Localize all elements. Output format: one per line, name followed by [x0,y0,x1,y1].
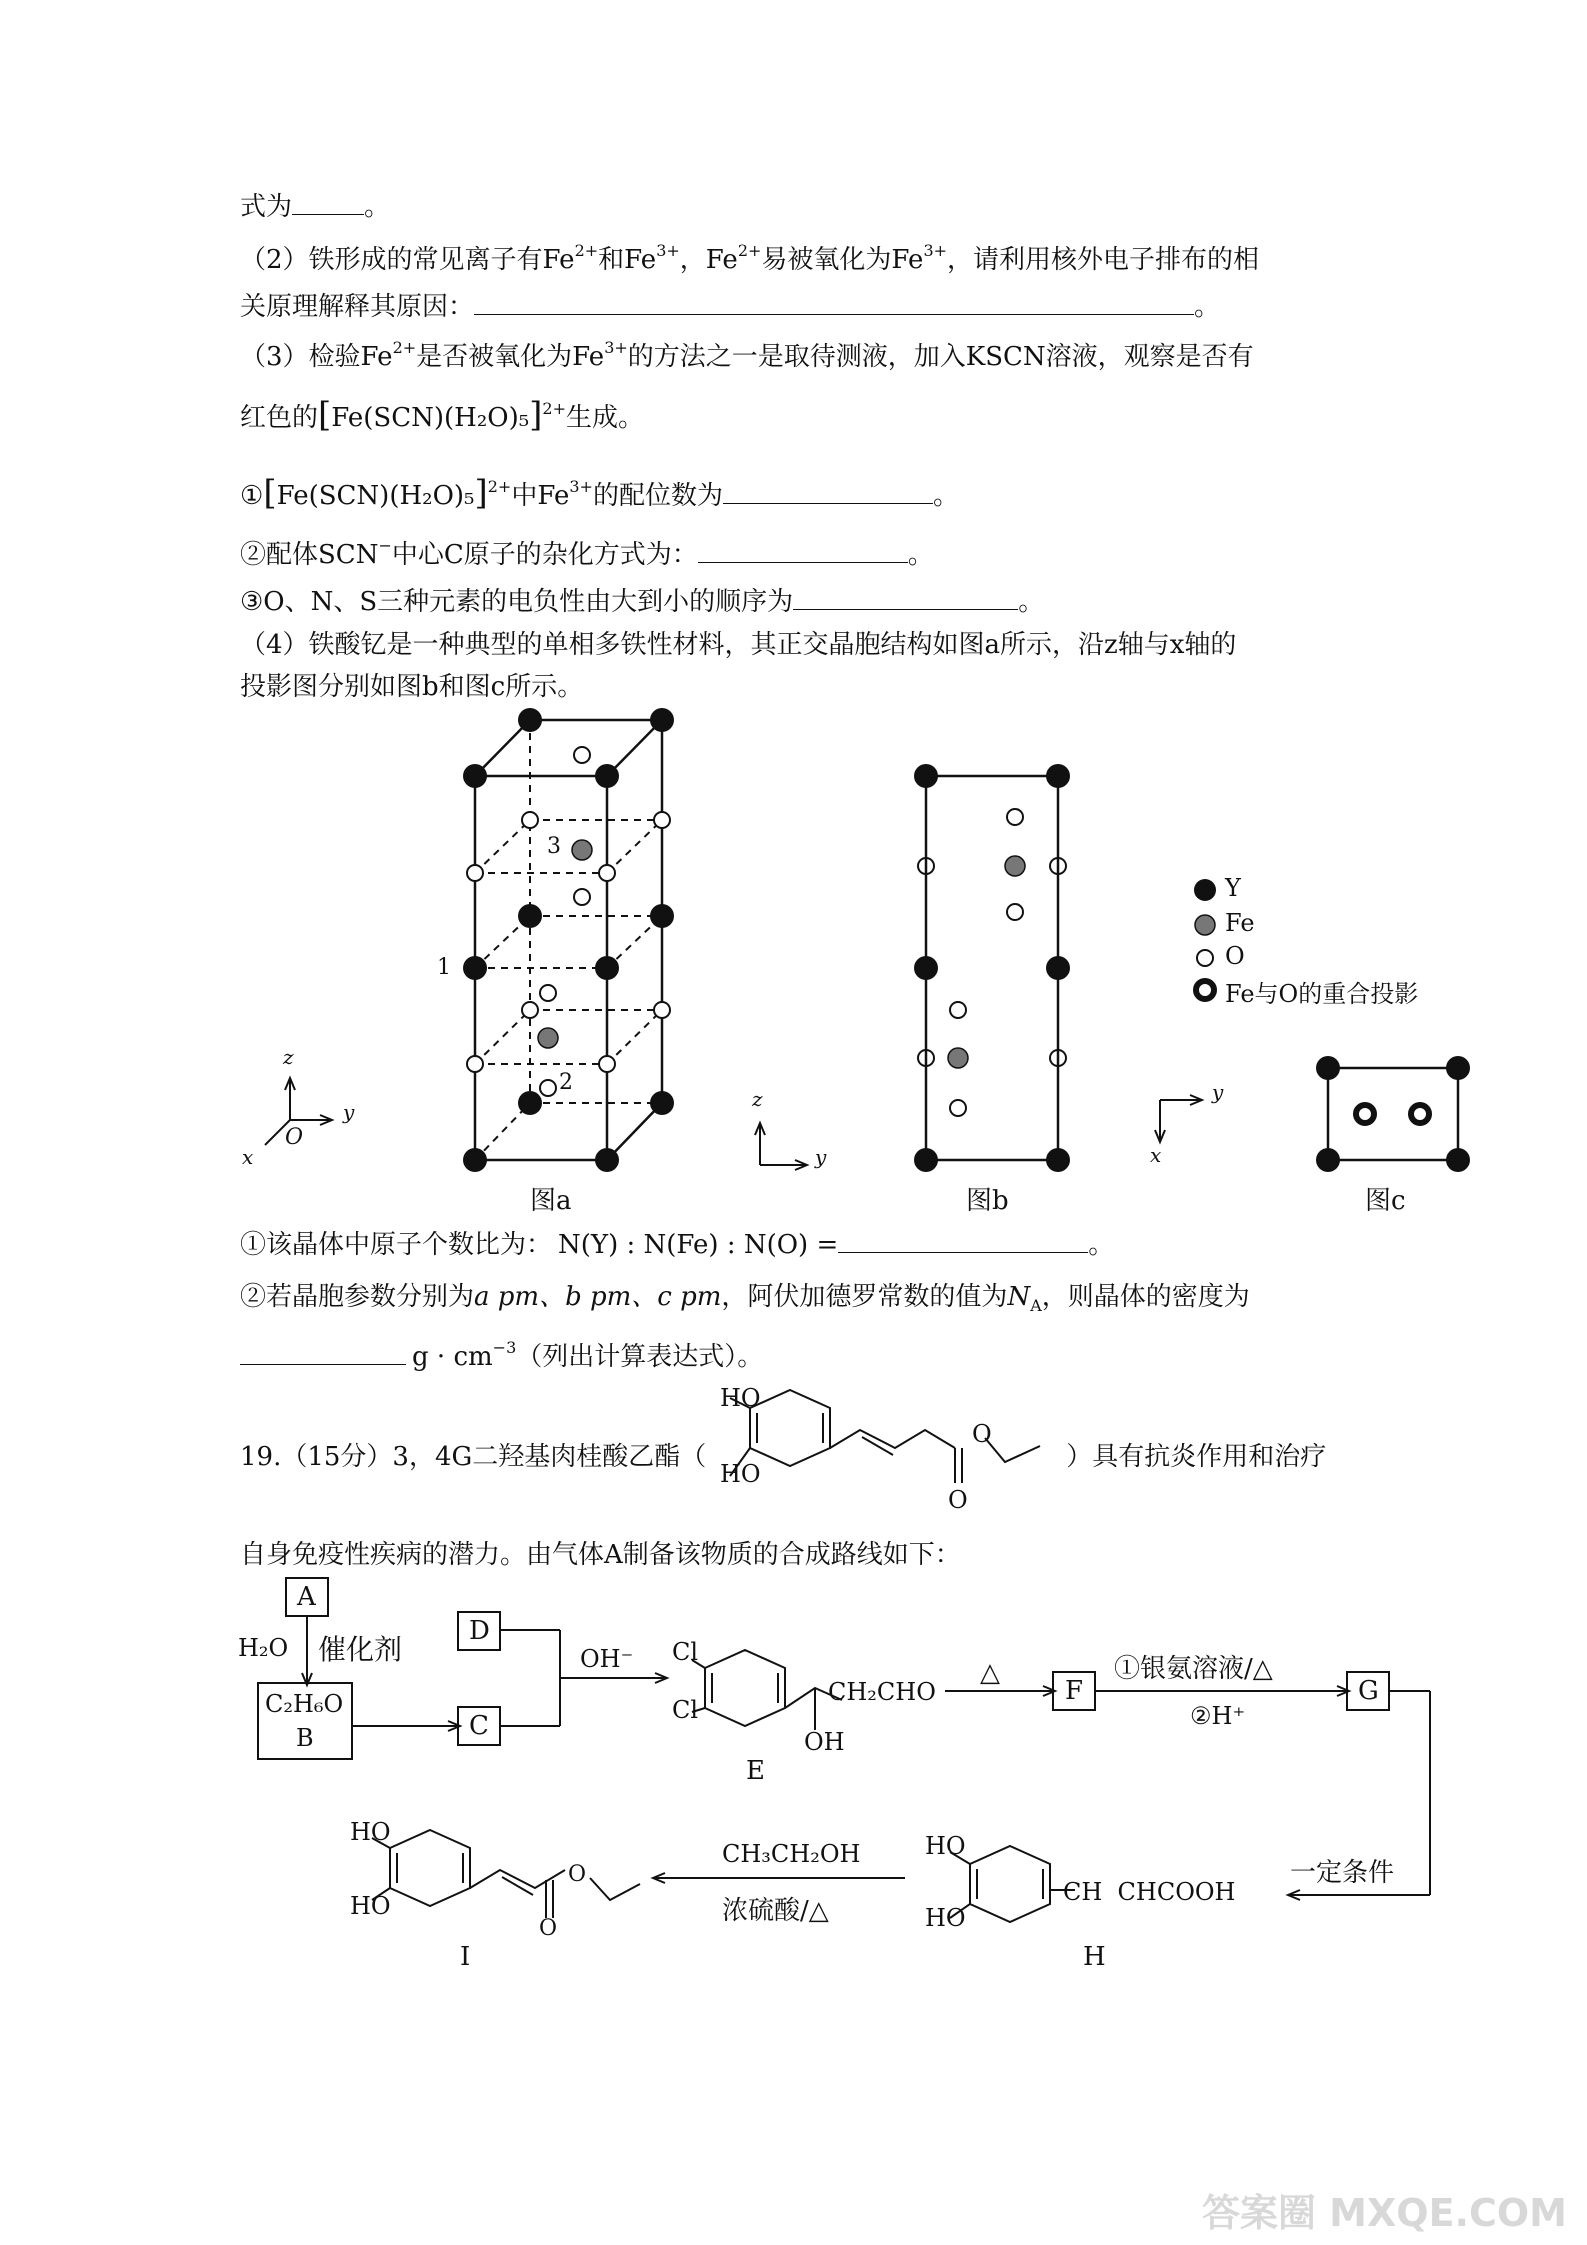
acid-label: 浓硫酸/△ [722,1896,829,1926]
o-atom [918,1050,934,1066]
fe-atom [948,1048,968,1068]
o-atom [467,1056,483,1072]
answer-blank[interactable] [240,1340,406,1365]
caption-b: 图b [966,1186,1009,1216]
o-atom [522,1002,538,1018]
legend-y [1194,879,1216,901]
o-atom [599,1056,615,1072]
fe-atom [572,840,592,860]
step-fg-2: ②H⁺ [1190,1702,1246,1730]
answer-blank[interactable] [698,538,908,563]
o-atom [574,889,590,905]
answer-blank[interactable] [292,190,364,215]
e-cl-2: Cl [672,1696,699,1724]
answer-blank[interactable] [838,1228,1088,1253]
line-0: 式为 。 [240,192,391,222]
legend-fe [1195,915,1215,935]
h-ho-2: HO [925,1904,966,1932]
y-atom [1046,764,1070,788]
answer-blank[interactable] [474,290,1194,315]
y-atom [518,708,542,732]
fe-atom [1005,856,1025,876]
o-atom [654,812,670,828]
o-atom [1007,904,1023,920]
box-g-label: G [1358,1676,1379,1706]
q18-part2-line2: 关原理解释其原因： 。 [240,292,1221,322]
o-atom [950,1100,966,1116]
y-atom [1046,1148,1070,1172]
axis-origin-a: O [285,1125,304,1150]
axis-x-a: x [242,1145,254,1169]
o-atom [1050,1050,1066,1066]
i-benzene-ring [390,1830,470,1906]
y-atom [595,764,619,788]
legend-overlap [1196,981,1214,999]
answer-blank[interactable] [723,479,933,504]
y-atom [463,1148,487,1172]
o-atom [599,865,615,881]
e-chain: CH₂CHO [828,1678,936,1706]
e-cl-1: Cl [672,1638,699,1666]
box-c-label: C [469,1711,489,1741]
y-atom [914,764,938,788]
y-atom [518,1091,542,1115]
y-atom [1316,1148,1340,1172]
i-label: I [460,1942,471,1972]
y-atom [595,956,619,980]
q18-part2-line1: （2）铁形成的常见离子有$Fe^{2+}$和$Fe^{3+}$，$Fe^{2+}$易被氧化为$Fe^{3+}$，请利用核外电子排布的相 [240,241,1260,275]
catalyst-label: 催化剂 [318,1633,403,1666]
o-atom [1050,858,1066,874]
box-a-label: A [297,1582,316,1612]
answer-blank[interactable] [793,585,1018,610]
q18-r2-line2: $g \cdot cm^{-3}$（列出计算表达式）。 [240,1340,763,1374]
y-atom [1316,1056,1340,1080]
o-atom [918,858,934,874]
label-1: 1 [437,955,451,980]
i-ho-2: HO [350,1892,391,1920]
cell-b-frame [926,776,1058,1160]
o-atom [540,1080,556,1096]
y-atom [914,956,938,980]
q18-part3-line1: （3）检验$Fe^{2+}$是否被氧化为$Fe^{3+}$的方法之一是取待测液，加入KSCN溶液，观察是否有 [240,338,1254,372]
q18-part4-line2: 投影图分别如图b和图c所示。 [240,672,584,702]
overlap-atom [1356,1105,1374,1123]
q18-sub2: ②配体SCN−中心C原子的杂化方式为： 。 [240,536,934,570]
q18-r2: ②若晶胞参数分别为a pm、b pm、c pm，阿伏加德罗常数的值为$N_A$，则晶体的密度为 [240,1282,1250,1315]
y-atoms [463,708,1470,1172]
o-atom [574,747,590,763]
b-formula: C₂H₆O [265,1690,344,1718]
box-d-label: D [469,1616,490,1646]
o-atoms [467,747,1213,1116]
y-atom [595,1148,619,1172]
caption-a: 图a [530,1186,572,1216]
h-chain: CH CHCOOH [1063,1878,1236,1906]
ethanol-label: CH₃CH₂OH [722,1840,861,1868]
i-ho-1: HO [350,1818,391,1846]
y-atom [1446,1056,1470,1080]
fe-atoms [538,840,1215,1068]
legend-overlap-label: Fe与O的重合投影 [1225,980,1419,1008]
i-carbonyl-o: O [539,1916,558,1941]
intro-carbonyl-o: O [948,1486,968,1514]
legend-o [1197,950,1213,966]
axis-z-b: z [752,1087,763,1111]
axis-y-c: y [1212,1080,1224,1104]
axis-y-b: y [815,1145,827,1169]
axis-y-a: y [343,1100,355,1124]
e-oh: OH [804,1728,845,1756]
q18-r1: ①该晶体中原子个数比为： N(Y) : N(Fe) : N(O) = 。 [240,1230,1115,1260]
h-ho-1: HO [925,1832,966,1860]
q18-part3-line2: 红色的$[Fe(SCN)(H_2O)_5]^{2+}$生成。 [240,395,645,435]
y-atom [650,904,674,928]
y-atom [914,1148,938,1172]
h-benzene-ring [970,1846,1050,1922]
box-f-label: F [1065,1676,1084,1706]
y-atom [463,764,487,788]
legend-o-label: O [1225,942,1245,970]
overlap-atom [1411,1105,1429,1123]
y-atom [650,708,674,732]
label-2: 2 [559,1070,573,1095]
q18-sub1: $①[Fe(SCN)(H_2O)_5]^{2+}$中$Fe^{3+}$的配位数为 。 [240,473,959,513]
y-atom [650,1091,674,1115]
y-atom [463,956,487,980]
condition-label: 一定条件 [1290,1858,1395,1888]
o-atom [654,1002,670,1018]
i-ester-o: O [568,1862,587,1887]
o-atom [467,865,483,881]
h2o-label: H₂O [238,1634,289,1662]
o-atom [522,812,538,828]
caption-c: 图c [1365,1186,1406,1216]
o-atom [950,1002,966,1018]
q18-part4-line1: （4）铁酸钇是一种典型的单相多铁性材料，其正交晶胞结构如图a所示，沿z轴与x轴的 [240,630,1237,660]
legend-fe-label: Fe [1225,909,1255,937]
intro-ho-1: HO [720,1384,761,1412]
heat-label: △ [980,1658,1000,1688]
axis-x-c: x [1150,1143,1162,1167]
e-benzene-ring [705,1650,785,1726]
step-fg-1: ①银氨溶液/△ [1114,1654,1273,1684]
axis-z-a: z [283,1045,294,1069]
h-label: H [1083,1942,1106,1972]
y-atom [518,904,542,928]
intro-ho-2: HO [720,1460,761,1488]
box-b-label: B [296,1724,314,1752]
y-atom [1046,956,1070,980]
fe-atom [538,1028,558,1048]
oh-label: OH⁻ [580,1645,634,1673]
e-label: E [746,1756,765,1786]
axes [265,1078,1202,1170]
o-atom [1007,809,1023,825]
y-atom [1446,1148,1470,1172]
label-3: 3 [547,834,561,859]
cell-c-frame [1328,1068,1458,1160]
watermark: 答案圈 MXQE.COM [1201,2191,1567,2235]
q19-intro-2: 自身免疫性疾病的潜力。由气体A制备该物质的合成路线如下： [240,1540,961,1570]
q19-intro: 19.（15分）3，4G二羟基肉桂酸乙酯（ ）具有抗炎作用和治疗 [240,1442,1327,1472]
o-atom [540,985,556,1001]
q18-sub3: ③O、N、S三种元素的电负性由大到小的顺序为 。 [240,587,1045,617]
intro-ester-o: O [972,1420,992,1448]
legend-y-label: Y [1225,874,1241,902]
